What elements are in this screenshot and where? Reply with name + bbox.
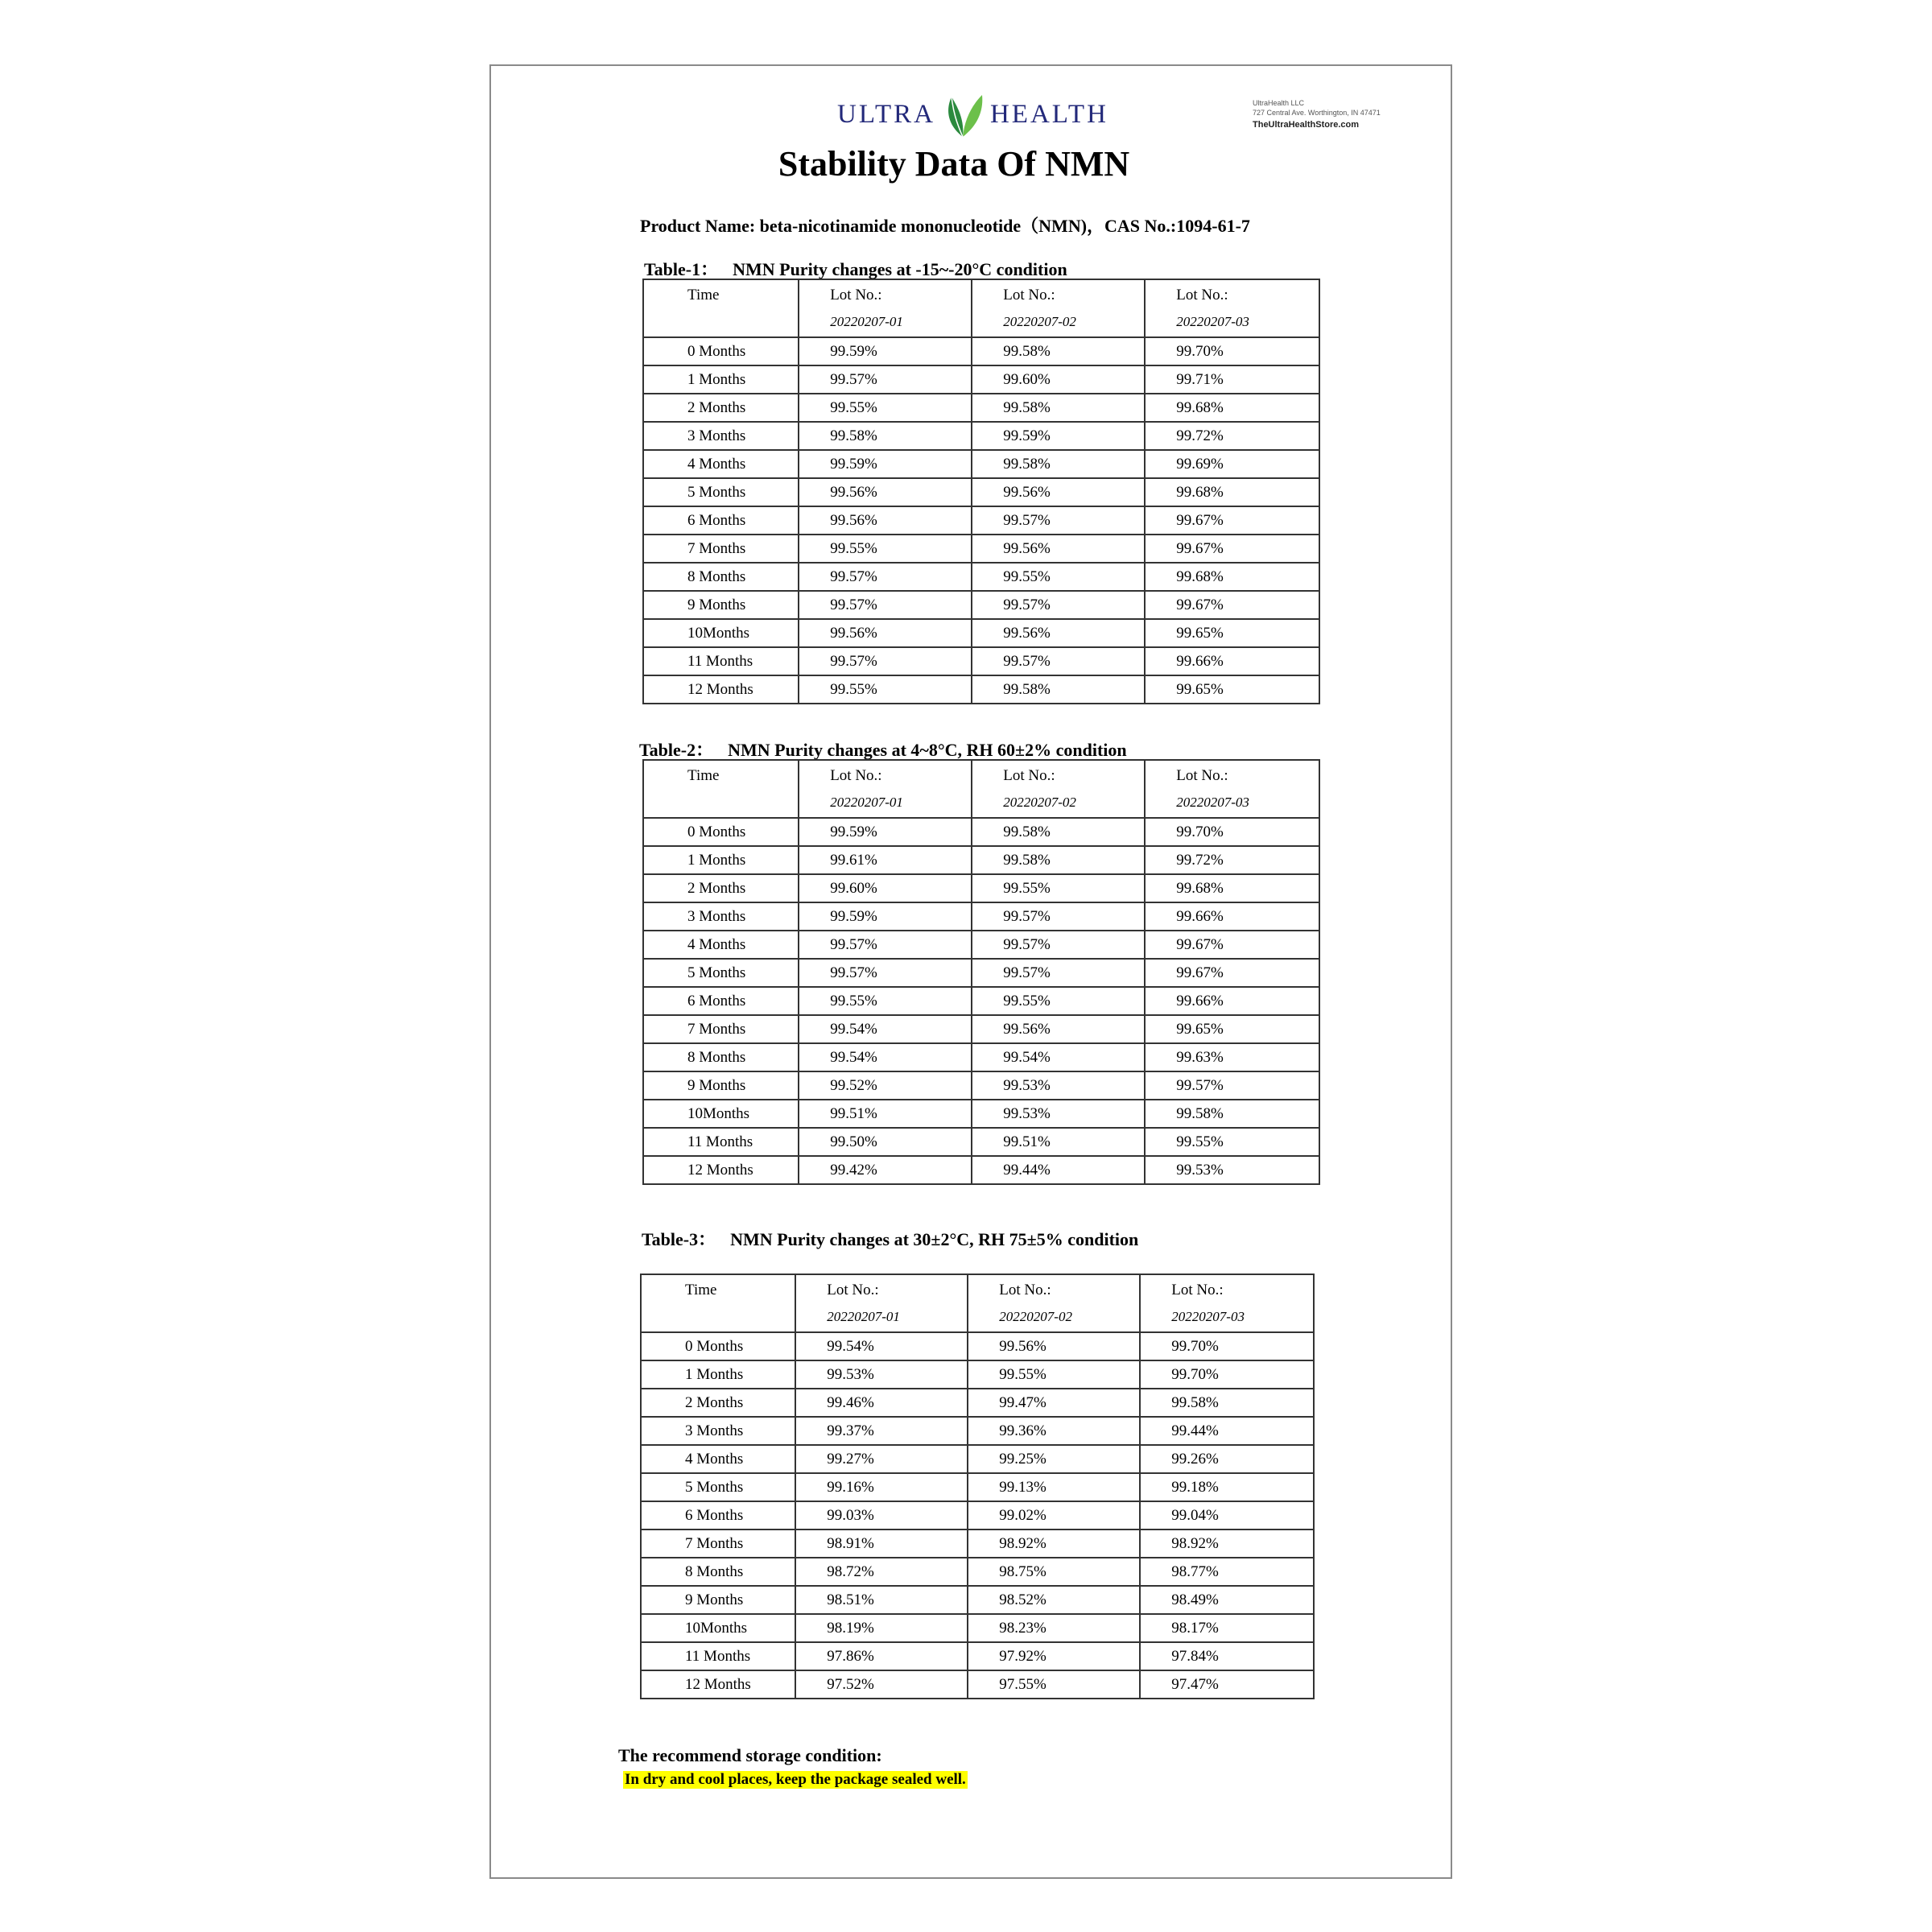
purity-cell: 99.36% xyxy=(968,1417,1140,1445)
table-row xyxy=(643,394,1319,422)
time-cell: 5 Months xyxy=(643,478,799,506)
table-row xyxy=(643,619,1319,647)
purity-cell: 98.51% xyxy=(795,1586,968,1614)
table-row xyxy=(643,647,1319,675)
purity-cell: 99.55% xyxy=(799,675,972,704)
time-cell: 7 Months xyxy=(643,1015,799,1043)
time-cell: 6 Months xyxy=(643,506,799,535)
logo-text-left: ULTRA xyxy=(837,99,935,129)
purity-cell: 99.02% xyxy=(968,1501,1140,1530)
table-row xyxy=(641,1332,1314,1360)
header-time-label: Time xyxy=(685,1282,717,1298)
purity-cell: 99.56% xyxy=(968,1332,1140,1360)
table-header-row xyxy=(641,1274,1314,1332)
purity-cell: 99.63% xyxy=(1145,1043,1319,1071)
time-cell: 11 Months xyxy=(641,1642,795,1670)
lot-label: Lot No.: xyxy=(999,1282,1051,1298)
table-row xyxy=(643,874,1319,902)
table-row xyxy=(643,902,1319,931)
purity-cell: 99.56% xyxy=(972,619,1145,647)
purity-cell: 99.72% xyxy=(1145,422,1319,450)
product-name-line: Product Name: beta-nicotinamide mononucleotide（NMN)，CAS No.:1094-61-7 xyxy=(640,216,1250,236)
time-cell: 0 Months xyxy=(643,337,799,365)
header-lot-2 xyxy=(972,760,1145,818)
purity-cell: 99.37% xyxy=(795,1417,968,1445)
header-lot-2 xyxy=(968,1274,1140,1332)
table-1-label: Table-1： xyxy=(644,259,719,279)
time-cell: 10Months xyxy=(643,619,799,647)
purity-cell: 99.61% xyxy=(799,846,972,874)
purity-cell: 99.58% xyxy=(972,337,1145,365)
purity-cell: 99.58% xyxy=(1145,1100,1319,1128)
stability-table-3 xyxy=(640,1274,1315,1699)
header-lot-1 xyxy=(795,1274,968,1332)
purity-cell: 97.47% xyxy=(1140,1670,1314,1699)
purity-cell: 99.26% xyxy=(1140,1445,1314,1473)
table-row xyxy=(641,1670,1314,1699)
time-cell: 1 Months xyxy=(643,365,799,394)
purity-cell: 99.67% xyxy=(1145,506,1319,535)
time-cell: 2 Months xyxy=(643,394,799,422)
purity-cell: 99.58% xyxy=(972,846,1145,874)
table-row xyxy=(643,675,1319,704)
table-row xyxy=(643,818,1319,846)
purity-cell: 99.68% xyxy=(1145,394,1319,422)
purity-cell: 99.57% xyxy=(799,365,972,394)
table-row xyxy=(643,1071,1319,1100)
time-cell: 0 Months xyxy=(643,818,799,846)
purity-cell: 99.66% xyxy=(1145,987,1319,1015)
purity-cell: 99.67% xyxy=(1145,535,1319,563)
purity-cell: 99.72% xyxy=(1145,846,1319,874)
logo-text-right: HEALTH xyxy=(989,99,1108,129)
lot-number: 20220207-01 xyxy=(830,795,903,810)
purity-cell: 99.57% xyxy=(972,931,1145,959)
table-row xyxy=(643,959,1319,987)
purity-cell: 99.56% xyxy=(799,506,972,535)
purity-cell: 99.54% xyxy=(799,1043,972,1071)
header-time xyxy=(643,279,799,337)
lot-label: Lot No.: xyxy=(1176,767,1228,784)
time-cell: 9 Months xyxy=(643,1071,799,1100)
lot-number: 20220207-01 xyxy=(830,314,903,329)
purity-cell: 99.57% xyxy=(799,563,972,591)
header-lot-3 xyxy=(1140,1274,1314,1332)
table-row xyxy=(643,1043,1319,1071)
purity-cell: 99.54% xyxy=(972,1043,1145,1071)
purity-cell: 99.53% xyxy=(795,1360,968,1389)
brand-logo xyxy=(837,90,1108,138)
table-2-caption xyxy=(639,737,1127,762)
company-website: TheUltraHealthStore.com xyxy=(1253,120,1360,130)
page-title: Stability Data Of NMN xyxy=(778,144,1130,184)
purity-cell: 99.56% xyxy=(972,1015,1145,1043)
time-cell: 10Months xyxy=(641,1614,795,1642)
purity-cell: 99.55% xyxy=(799,394,972,422)
purity-cell: 99.60% xyxy=(799,874,972,902)
table-row xyxy=(643,478,1319,506)
table-1-caption xyxy=(644,256,1067,281)
lot-label: Lot No.: xyxy=(830,287,882,303)
purity-cell: 99.59% xyxy=(799,902,972,931)
purity-cell: 97.84% xyxy=(1140,1642,1314,1670)
table-row xyxy=(641,1501,1314,1530)
purity-cell: 99.68% xyxy=(1145,874,1319,902)
time-cell: 11 Months xyxy=(643,647,799,675)
purity-cell: 99.57% xyxy=(972,506,1145,535)
purity-cell: 99.58% xyxy=(799,422,972,450)
purity-cell: 97.55% xyxy=(968,1670,1140,1699)
time-cell: 5 Months xyxy=(643,959,799,987)
purity-cell: 99.55% xyxy=(799,535,972,563)
purity-cell: 99.55% xyxy=(972,563,1145,591)
purity-cell: 98.17% xyxy=(1140,1614,1314,1642)
purity-cell: 99.27% xyxy=(795,1445,968,1473)
purity-cell: 99.57% xyxy=(799,931,972,959)
time-cell: 12 Months xyxy=(643,675,799,704)
time-cell: 4 Months xyxy=(643,450,799,478)
purity-cell: 99.53% xyxy=(972,1100,1145,1128)
lot-number: 20220207-02 xyxy=(1003,795,1076,810)
purity-cell: 99.57% xyxy=(972,591,1145,619)
purity-cell: 99.56% xyxy=(799,619,972,647)
purity-cell: 99.68% xyxy=(1145,478,1319,506)
purity-cell: 99.58% xyxy=(972,818,1145,846)
lot-label: Lot No.: xyxy=(1003,767,1055,784)
time-cell: 1 Months xyxy=(643,846,799,874)
time-cell: 6 Months xyxy=(641,1501,795,1530)
header-time xyxy=(641,1274,795,1332)
header-lot-3 xyxy=(1145,279,1319,337)
purity-cell: 99.69% xyxy=(1145,450,1319,478)
purity-cell: 99.70% xyxy=(1140,1360,1314,1389)
table-2-label: Table-2： xyxy=(639,740,714,760)
table-row xyxy=(643,1100,1319,1128)
purity-cell: 98.49% xyxy=(1140,1586,1314,1614)
table-1-title: NMN Purity changes at -15~-20°C condition xyxy=(733,259,1067,279)
purity-cell: 99.16% xyxy=(795,1473,968,1501)
purity-cell: 99.55% xyxy=(1145,1128,1319,1156)
lot-label: Lot No.: xyxy=(1003,287,1055,303)
table-row xyxy=(643,846,1319,874)
document-page xyxy=(489,64,1452,1879)
table-row xyxy=(643,506,1319,535)
time-cell: 3 Months xyxy=(643,422,799,450)
time-cell: 9 Months xyxy=(641,1586,795,1614)
purity-cell: 99.13% xyxy=(968,1473,1140,1501)
purity-cell: 99.65% xyxy=(1145,1015,1319,1043)
time-cell: 7 Months xyxy=(643,535,799,563)
table-row xyxy=(641,1642,1314,1670)
table-row xyxy=(643,563,1319,591)
purity-cell: 99.58% xyxy=(972,394,1145,422)
purity-cell: 99.70% xyxy=(1140,1332,1314,1360)
purity-cell: 99.58% xyxy=(972,450,1145,478)
purity-cell: 99.55% xyxy=(972,987,1145,1015)
purity-cell: 99.56% xyxy=(972,535,1145,563)
header-lot-1 xyxy=(799,279,972,337)
purity-cell: 99.42% xyxy=(799,1156,972,1184)
purity-cell: 99.54% xyxy=(799,1015,972,1043)
lot-number: 20220207-02 xyxy=(999,1309,1072,1324)
purity-cell: 99.55% xyxy=(968,1360,1140,1389)
time-cell: 8 Months xyxy=(643,563,799,591)
purity-cell: 98.75% xyxy=(968,1558,1140,1586)
storage-condition-text: In dry and cool places, keep the package sealed well. xyxy=(625,1771,966,1788)
table-row xyxy=(643,987,1319,1015)
purity-cell: 98.23% xyxy=(968,1614,1140,1642)
purity-cell: 99.55% xyxy=(972,874,1145,902)
time-cell: 11 Months xyxy=(643,1128,799,1156)
purity-cell: 99.70% xyxy=(1145,337,1319,365)
time-cell: 3 Months xyxy=(641,1417,795,1445)
lot-label: Lot No.: xyxy=(1171,1282,1224,1298)
purity-cell: 99.57% xyxy=(799,591,972,619)
lot-number: 20220207-02 xyxy=(1003,314,1076,329)
time-cell: 12 Months xyxy=(643,1156,799,1184)
table-row xyxy=(643,1015,1319,1043)
lot-number: 20220207-03 xyxy=(1176,314,1249,329)
purity-cell: 99.55% xyxy=(799,987,972,1015)
table-row xyxy=(641,1586,1314,1614)
purity-cell: 99.57% xyxy=(799,647,972,675)
purity-cell: 98.72% xyxy=(795,1558,968,1586)
table-header-row xyxy=(643,279,1319,337)
lot-label: Lot No.: xyxy=(827,1282,879,1298)
purity-cell: 99.68% xyxy=(1145,563,1319,591)
header-lot-3 xyxy=(1145,760,1319,818)
purity-cell: 99.53% xyxy=(972,1071,1145,1100)
lot-number: 20220207-01 xyxy=(827,1309,900,1324)
table-3-caption xyxy=(642,1226,1138,1251)
purity-cell: 99.67% xyxy=(1145,931,1319,959)
time-cell: 5 Months xyxy=(641,1473,795,1501)
purity-cell: 99.25% xyxy=(968,1445,1140,1473)
time-cell: 10Months xyxy=(643,1100,799,1128)
table-row xyxy=(641,1473,1314,1501)
purity-cell: 99.44% xyxy=(1140,1417,1314,1445)
purity-cell: 99.57% xyxy=(972,959,1145,987)
company-info xyxy=(1253,98,1381,130)
table-row xyxy=(643,422,1319,450)
purity-cell: 99.59% xyxy=(799,818,972,846)
lot-number: 20220207-03 xyxy=(1176,795,1249,810)
table-row xyxy=(641,1389,1314,1417)
purity-cell: 99.65% xyxy=(1145,619,1319,647)
purity-cell: 99.59% xyxy=(799,337,972,365)
purity-cell: 99.67% xyxy=(1145,959,1319,987)
purity-cell: 99.46% xyxy=(795,1389,968,1417)
time-cell: 1 Months xyxy=(641,1360,795,1389)
time-cell: 6 Months xyxy=(643,987,799,1015)
purity-cell: 99.66% xyxy=(1145,647,1319,675)
time-cell: 12 Months xyxy=(641,1670,795,1699)
leaf-icon xyxy=(940,90,985,138)
stability-table-2 xyxy=(642,759,1320,1185)
purity-cell: 99.60% xyxy=(972,365,1145,394)
time-cell: 8 Months xyxy=(641,1558,795,1586)
time-cell: 8 Months xyxy=(643,1043,799,1071)
purity-cell: 98.19% xyxy=(795,1614,968,1642)
purity-cell: 99.57% xyxy=(972,902,1145,931)
lot-label: Lot No.: xyxy=(1176,287,1228,303)
table-row xyxy=(643,591,1319,619)
time-cell: 0 Months xyxy=(641,1332,795,1360)
time-cell: 3 Months xyxy=(643,902,799,931)
stability-table-1 xyxy=(642,279,1320,704)
purity-cell: 99.71% xyxy=(1145,365,1319,394)
purity-cell: 99.04% xyxy=(1140,1501,1314,1530)
purity-cell: 98.92% xyxy=(1140,1530,1314,1558)
purity-cell: 97.52% xyxy=(795,1670,968,1699)
purity-cell: 99.03% xyxy=(795,1501,968,1530)
table-row xyxy=(641,1558,1314,1586)
purity-cell: 99.50% xyxy=(799,1128,972,1156)
purity-cell: 99.44% xyxy=(972,1156,1145,1184)
table-row xyxy=(643,1128,1319,1156)
purity-cell: 99.59% xyxy=(799,450,972,478)
purity-cell: 99.59% xyxy=(972,422,1145,450)
time-cell: 7 Months xyxy=(641,1530,795,1558)
table-row xyxy=(641,1445,1314,1473)
lot-label: Lot No.: xyxy=(830,767,882,784)
storage-condition-label: The recommend storage condition: xyxy=(618,1745,882,1765)
purity-cell: 99.18% xyxy=(1140,1473,1314,1501)
purity-cell: 99.58% xyxy=(972,675,1145,704)
table-row xyxy=(643,535,1319,563)
header-time-label: Time xyxy=(687,767,720,784)
company-name: UltraHealth LLC xyxy=(1253,99,1305,107)
table-row xyxy=(643,1156,1319,1184)
purity-cell: 99.70% xyxy=(1145,818,1319,846)
table-row xyxy=(641,1614,1314,1642)
table-row xyxy=(641,1360,1314,1389)
time-cell: 2 Months xyxy=(641,1389,795,1417)
purity-cell: 99.57% xyxy=(799,959,972,987)
purity-cell: 98.92% xyxy=(968,1530,1140,1558)
table-header-row xyxy=(643,760,1319,818)
time-cell: 4 Months xyxy=(643,931,799,959)
purity-cell: 97.92% xyxy=(968,1642,1140,1670)
purity-cell: 99.47% xyxy=(968,1389,1140,1417)
table-row xyxy=(643,337,1319,365)
purity-cell: 99.56% xyxy=(799,478,972,506)
purity-cell: 99.57% xyxy=(972,647,1145,675)
header-time xyxy=(643,760,799,818)
purity-cell: 98.77% xyxy=(1140,1558,1314,1586)
table-row xyxy=(643,931,1319,959)
table-row xyxy=(643,365,1319,394)
time-cell: 2 Months xyxy=(643,874,799,902)
table-3-title: NMN Purity changes at 30±2°C, RH 75±5% condition xyxy=(730,1229,1139,1249)
table-3-label: Table-3： xyxy=(642,1229,716,1249)
purity-cell: 99.57% xyxy=(1145,1071,1319,1100)
purity-cell: 99.51% xyxy=(799,1100,972,1128)
purity-cell: 98.91% xyxy=(795,1530,968,1558)
table-row xyxy=(643,450,1319,478)
purity-cell: 98.52% xyxy=(968,1586,1140,1614)
table-2-title: NMN Purity changes at 4~8°C, RH 60±2% condition xyxy=(728,740,1127,760)
header-time-label: Time xyxy=(687,287,720,303)
table-row xyxy=(641,1530,1314,1558)
purity-cell: 99.58% xyxy=(1140,1389,1314,1417)
purity-cell: 99.56% xyxy=(972,478,1145,506)
purity-cell: 99.54% xyxy=(795,1332,968,1360)
company-address: 727 Central Ave. Worthington, IN 47471 xyxy=(1253,109,1381,117)
time-cell: 4 Months xyxy=(641,1445,795,1473)
purity-cell: 99.51% xyxy=(972,1128,1145,1156)
purity-cell: 99.67% xyxy=(1145,591,1319,619)
purity-cell: 99.52% xyxy=(799,1071,972,1100)
lot-number: 20220207-03 xyxy=(1171,1309,1245,1324)
purity-cell: 99.66% xyxy=(1145,902,1319,931)
header-lot-1 xyxy=(799,760,972,818)
purity-cell: 99.53% xyxy=(1145,1156,1319,1184)
time-cell: 9 Months xyxy=(643,591,799,619)
header-lot-2 xyxy=(972,279,1145,337)
purity-cell: 99.65% xyxy=(1145,675,1319,704)
table-row xyxy=(641,1417,1314,1445)
purity-cell: 97.86% xyxy=(795,1642,968,1670)
